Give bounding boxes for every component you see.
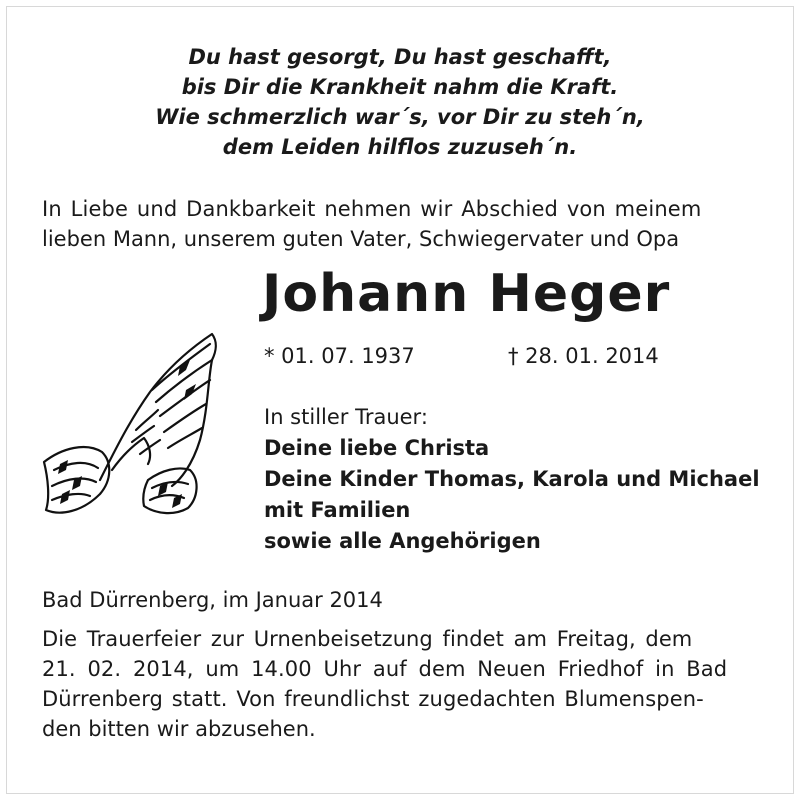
mourner-line: Deine liebe Christa [264, 436, 490, 460]
death-date: † 28. 01. 2014 [508, 344, 659, 368]
ceremony-line: 21. 02. 2014, um 14.00 Uhr auf dem Neuen Friedhof in Bad [42, 657, 728, 681]
mourners-heading: In stiller Trauer: [264, 405, 428, 429]
intro-line-1 [42, 194, 758, 224]
ceremony-line: Dürrenberg statt. Von freundlichst zugedachten Blumenspen- [42, 687, 704, 711]
poem-line: Du hast gesorgt, Du hast geschafft, [188, 45, 612, 69]
deceased-name: Johann Heger [262, 264, 671, 324]
intro-line-2: lieben Mann, unserem guten Vater, Schwiegervater und Opa [42, 227, 680, 251]
poem [0, 42, 800, 162]
poem-line: dem Leiden hilflos zuzuseh´n. [222, 135, 578, 159]
intro-text [42, 194, 758, 254]
poem-line: bis Dir die Krankheit nahm die Kraft. [181, 75, 619, 99]
mourner-line: Deine Kinder Thomas, Karola und Michael [264, 467, 760, 491]
ceremony-text [42, 624, 758, 744]
mourners-block [264, 402, 760, 557]
mourner-line: sowie alle Angehörigen [264, 529, 541, 553]
place-date: Bad Dürrenberg, im Januar 2014 [42, 588, 383, 612]
ceremony-line: Die Trauerfeier zur Urnenbeisetzung findet am Freitag, dem [42, 627, 693, 651]
mourner-line: mit Familien [264, 498, 411, 522]
ceremony-line: den bitten wir abzusehen. [42, 717, 316, 741]
birth-date: * 01. 07. 1937 [264, 344, 415, 368]
intro-line-text: In Liebe und Dankbarkeit nehmen wir Abschied von meinem [42, 197, 702, 221]
poem-line: Wie schmerzlich war´s, vor Dir zu steh´n, [155, 105, 645, 129]
praying-hands-icon [40, 330, 220, 520]
